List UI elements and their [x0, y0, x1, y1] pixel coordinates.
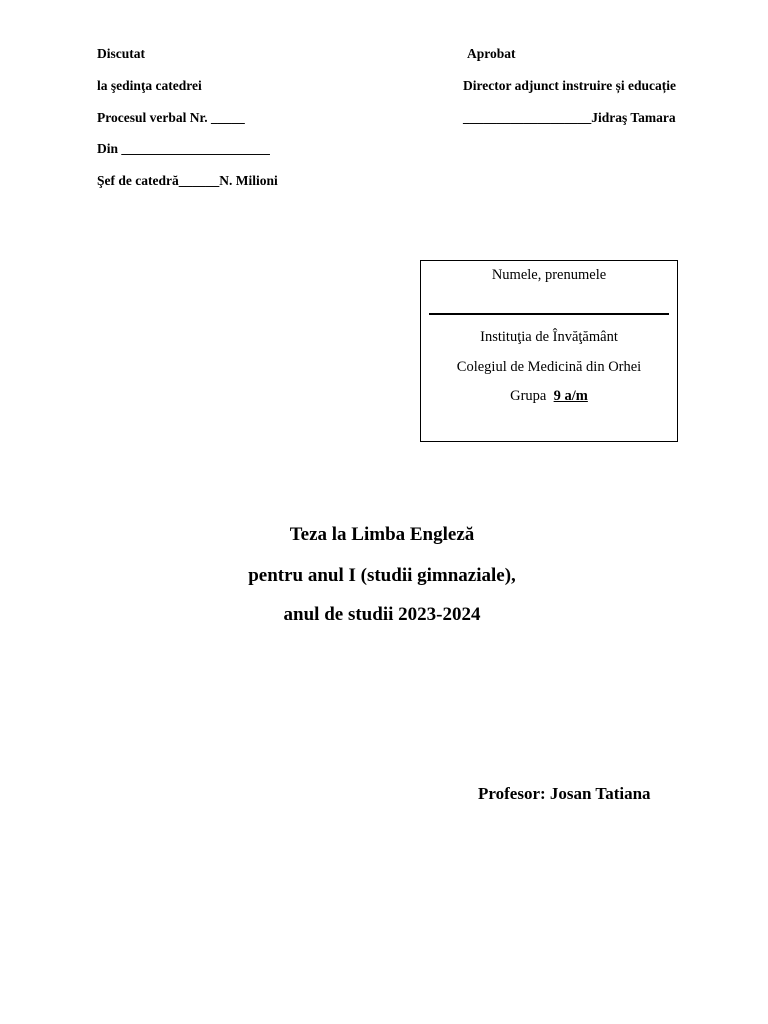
college-name: Colegiul de Medicină din Orhei	[456, 359, 642, 375]
title-line-2: pentru anul I (studii gimnaziale),	[248, 565, 516, 586]
institution-label: Instituţia de Învăţământ	[480, 329, 618, 345]
head-of-department-label: Şef de catedră______N. Milioni	[97, 173, 278, 188]
name-label: Numele, prenumele	[491, 267, 607, 283]
date-label: Din ______________________	[97, 141, 270, 156]
meeting-label: la şedinţa catedrei	[97, 78, 202, 93]
director-signature-label: ___________________Jidraş Tamara	[463, 110, 676, 125]
title-line-1: Teza la Limba Engleză	[289, 524, 475, 545]
teacher-name: Profesor: Josan Tatiana	[478, 784, 651, 803]
title-line-3: anul de studii 2023-2024	[283, 604, 481, 625]
group-label: Grupa	[510, 388, 547, 404]
minutes-label: Procesul verbal Nr. _____	[97, 110, 245, 125]
group-value: 9 a/m	[553, 388, 588, 404]
student-id-box	[420, 260, 678, 442]
group-row	[421, 388, 677, 405]
director-position-label: Director adjunct instruire și educație	[463, 78, 676, 93]
name-line	[429, 313, 669, 315]
discussed-label: Discutat	[97, 46, 145, 61]
approved-label: Aprobat	[467, 46, 516, 61]
